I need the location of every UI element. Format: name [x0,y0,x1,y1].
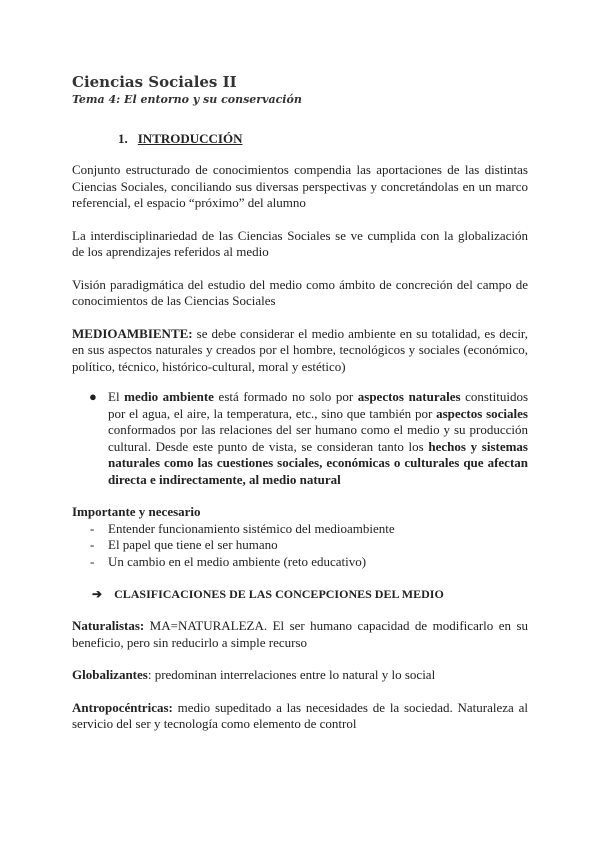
paragraph-interdisciplinariedad: La interdisciplinariedad de las Ciencias Sociales se ve cumplida con la globalización de los aprendizajes referidos al medio [72,227,528,259]
bullet-text: está formado no solo por [213,389,358,404]
topic-title: Tema 4: El entorno y su conservación [72,93,302,106]
paragraph-globalizantes [72,667,528,684]
dash-icon: - [90,553,95,569]
globalizantes-definition: : predominan interrelaciones entre lo natural y lo social [147,667,436,682]
importante-title: Importante y necesario [72,504,201,519]
paragraph-antropocentricas [72,700,528,733]
list-item [72,389,528,488]
list-item [72,554,528,571]
bullet-icon: ● [89,389,97,404]
list-item-text: Entender funcionamiento sistémico del medioambiente [108,520,395,536]
importante-heading [72,504,528,521]
list-item [72,537,528,554]
term-globalizantes: Globalizantes [72,667,148,682]
bullet-list [72,389,528,488]
list-item [72,521,528,538]
dash-icon: - [90,537,95,552]
section-heading-introduccion [72,130,528,148]
document-page [72,72,528,733]
arrow-right-icon: ➔ [92,587,103,601]
dash-icon: - [90,520,95,536]
bullet-bold-aspectos-sociales: aspectos sociales [436,405,528,421]
paragraph-conjunto: Conjunto estructurado de conocimientos compendia las aportaciones de las distintas Ciencias Sociales, conciliando sus diversas perspectivas y concretándolas en un marco referencial, el espacio “próximo” del alumno [72,162,528,210]
importante-list [72,521,528,571]
list-item-text: Un cambio en el medio ambiente (reto educativo) [108,553,367,569]
paragraph-vision: Visión paradigmática del estudio del medio como ámbito de concreción del campo de conocimientos de las Ciencias Sociales [72,276,528,308]
bullet-bold-aspectos-naturales: aspectos naturales [357,389,461,404]
term-naturalistas: Naturalistas: [72,618,145,633]
bullet-text: conformados por las relaciones del ser humano como el medio y su producción cultural. Desde este punto de vista, se consideran tanto los [108,422,528,454]
naturalistas-definition: MA=NATURALEZA. El ser humano capacidad de modificarlo en su beneficio, pero sin reducirlo a simple recurso [72,618,528,650]
bullet-bold-medio-ambiente: medio ambiente [124,389,214,404]
paragraph-naturalistas [72,618,528,651]
bullet-bold-hechos-sistemas: hechos y sistemas naturales como las cuestiones sociales, económicas o culturales que afectan directa e indirectamente, al medio natural [108,438,528,487]
section-number: 1. [118,131,128,146]
bullet-text: El [108,389,125,404]
clasificaciones-title: CLASIFICACIONES DE LAS CONCEPCIONES DEL MEDIO [114,587,444,601]
antropocentricas-definition: medio supeditado a las necesidades de la sociedad. Naturaleza al servicio del ser y tecnología como elemento de control [72,699,528,731]
subject-title: Ciencias Sociales II [72,73,237,91]
term-medioambiente: MEDIOAMBIENTE: [72,325,193,341]
paragraph-medioambiente [72,326,528,376]
clasificaciones-heading [72,586,528,602]
section-title: INTRODUCCIÓN [137,131,243,146]
medioambiente-definition: se debe considerar el medio ambiente en su totalidad, es decir, en sus aspectos naturales y creados por el hombre, tecnológicos y sociales (económico, político, técnico, histórico-cultural, moral y estético) [72,325,528,374]
bullet-text: constituidos por el agua, el aire, la temperatura, etc., sino que también por [108,389,529,421]
list-item-text: El papel que tiene el ser humano [108,537,278,552]
term-antropocentricas: Antropocéntricas: [72,699,173,715]
